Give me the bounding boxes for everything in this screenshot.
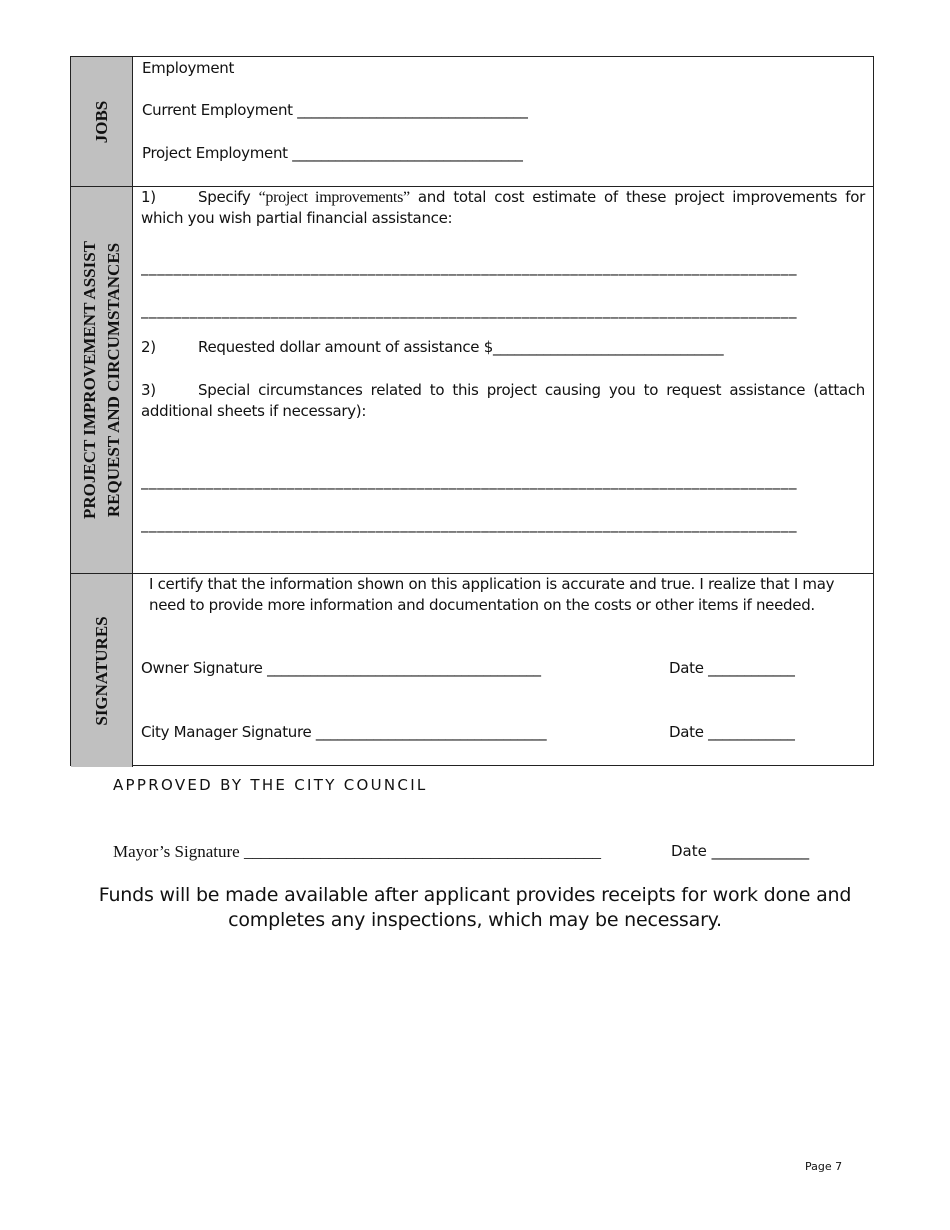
funds-note: Funds will be made available after applicant provides receipts for work done and completes any inspections, which may be necessary.	[98, 884, 852, 931]
question-1-answer-line-2[interactable]: _________________________________________________________________________________	[141, 301, 798, 319]
employment-heading: Employment	[142, 59, 235, 77]
question-1-quote: “project improvements”	[258, 189, 410, 206]
city-manager-signature-field[interactable]: City Manager Signature ________________________________	[141, 723, 547, 741]
owner-date-field[interactable]: Date ____________	[669, 659, 795, 677]
jobs-section-label: JOBS	[91, 100, 111, 143]
project-row	[71, 187, 873, 574]
question-3-number: 3)	[141, 381, 156, 399]
application-form-table	[70, 56, 874, 766]
question-1-text-b: and total cost estimate of these project improvements for which you wish partial financial assistance:	[141, 188, 865, 227]
question-1-answer-line-1[interactable]: _________________________________________________________________________________	[141, 258, 798, 276]
project-section-label-line1: PROJECT IMPROVEMENT ASSIST	[79, 240, 99, 520]
question-1-text-a: Specify	[198, 188, 259, 206]
signatures-label-cell	[71, 574, 133, 767]
question-1-number: 1)	[141, 188, 156, 206]
jobs-label-cell	[71, 57, 133, 186]
mayor-signature-field[interactable]: Mayor’s Signature __________________________________________	[113, 842, 601, 861]
signatures-content	[133, 574, 873, 767]
question-3-answer-line-2[interactable]: _________________________________________________________________________________	[141, 515, 798, 533]
project-employment-field[interactable]: Project Employment ________________________________	[142, 144, 523, 162]
current-employment-field[interactable]: Current Employment ________________________________	[142, 101, 528, 119]
jobs-content	[133, 57, 873, 186]
question-2[interactable]	[141, 338, 723, 356]
signatures-section-label: SIGNATURES	[91, 615, 111, 726]
certification-statement: I certify that the information shown on this application is accurate and true. I realize that I may need to provide more information and documentation on the costs or other items if needed.	[149, 575, 835, 614]
question-2-text: Requested dollar amount of assistance $________________________________	[198, 338, 724, 356]
owner-signature-field[interactable]: Owner Signature ______________________________________	[141, 659, 541, 677]
question-1	[141, 187, 865, 229]
jobs-row	[71, 57, 873, 187]
city-manager-date-field[interactable]: Date ____________	[669, 723, 795, 741]
mayor-date-field[interactable]: Date _____________	[671, 842, 810, 860]
project-section-label	[78, 241, 126, 519]
project-section-label-line2: REQUEST AND CIRCUMSTANCES	[103, 242, 123, 518]
signatures-row	[71, 574, 873, 767]
question-3-answer-line-1[interactable]: _________________________________________________________________________________	[141, 472, 798, 490]
project-label-cell	[71, 187, 133, 573]
question-3	[141, 380, 865, 422]
approved-heading: APPROVED BY THE CITY COUNCIL	[113, 776, 428, 794]
question-3-text: Special circumstances related to this project causing you to request assistance (attach additional sheets if necessary):	[141, 381, 865, 420]
project-content	[133, 187, 873, 573]
question-2-number: 2)	[141, 338, 156, 356]
page-number: Page 7	[805, 1160, 843, 1173]
